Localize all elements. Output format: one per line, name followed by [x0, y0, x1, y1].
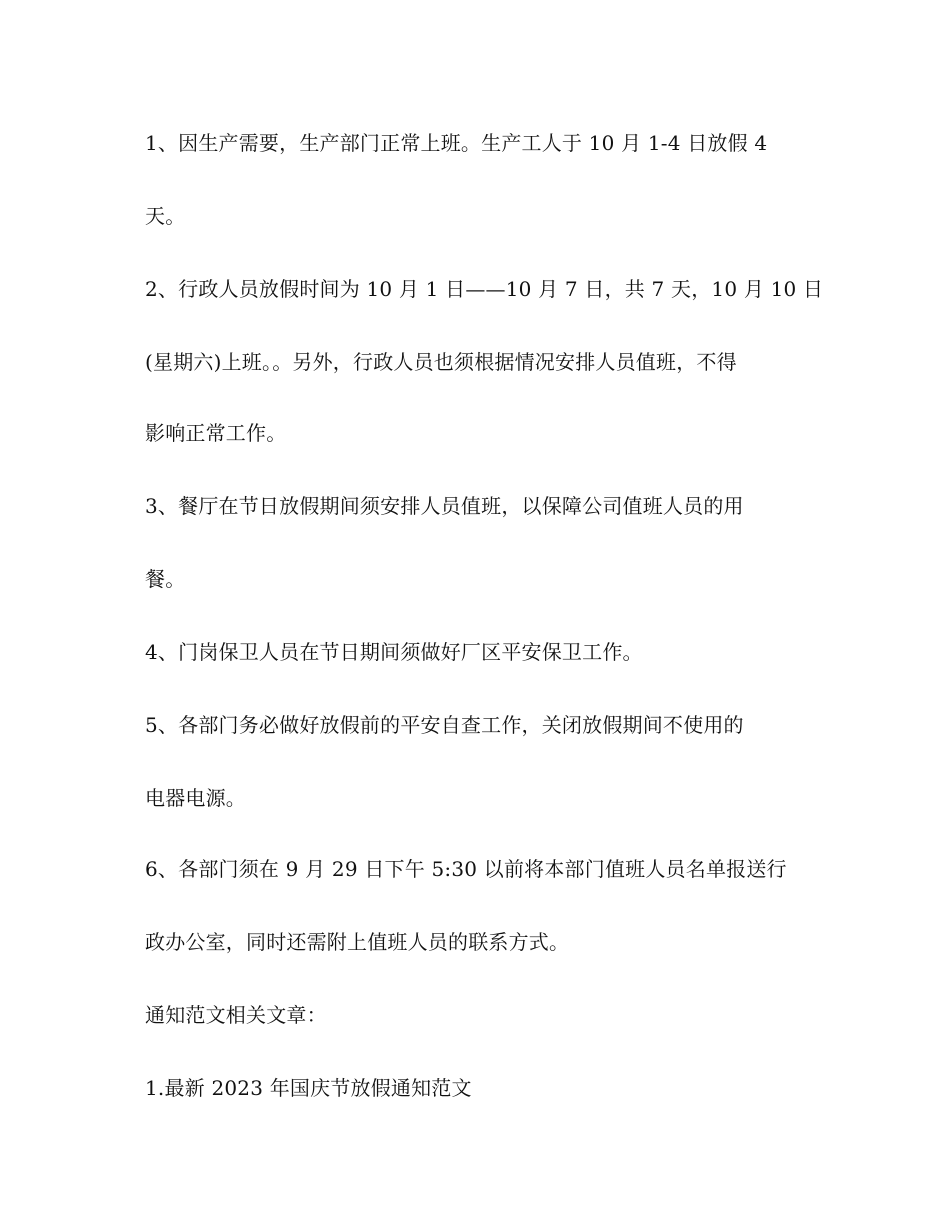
body-line-10: 电器电源。	[145, 786, 246, 810]
body-line-3: 2、行政人员放假时间为 10 月 1 日——10 月 7 日，共 7 天，10 月 10 日	[145, 277, 824, 301]
body-line-7: 餐。	[145, 567, 186, 591]
body-line-2: 天。	[145, 204, 186, 228]
body-line-1: 1、因生产需要，生产部门正常上班。生产工人于 10 月 1-4 日放假 4	[145, 131, 768, 155]
body-line-6: 3、餐厅在节日放假期间须安排人员值班，以保障公司值班人员的用	[145, 494, 744, 518]
body-line-8: 4、门岗保卫人员在节日期间须做好厂区平安保卫工作。	[145, 640, 643, 664]
body-line-9: 5、各部门务必做好放假前的平安自查工作，关闭放假期间不使用的	[145, 713, 744, 737]
body-line-12: 政办公室，同时还需附上值班人员的联系方式。	[145, 930, 570, 954]
body-line-4: (星期六)上班。。另外，行政人员也须根据情况安排人员值班，不得	[145, 350, 737, 374]
body-line-11: 6、各部门须在 9 月 29 日下午 5:30 以前将本部门值班人员名单报送行	[145, 857, 787, 881]
body-line-5: 影响正常工作。	[145, 421, 287, 445]
related-articles-heading: 通知范文相关文章：	[145, 1003, 327, 1027]
related-article-link-1[interactable]: 1.最新 2023 年国庆节放假通知范文	[145, 1076, 472, 1100]
